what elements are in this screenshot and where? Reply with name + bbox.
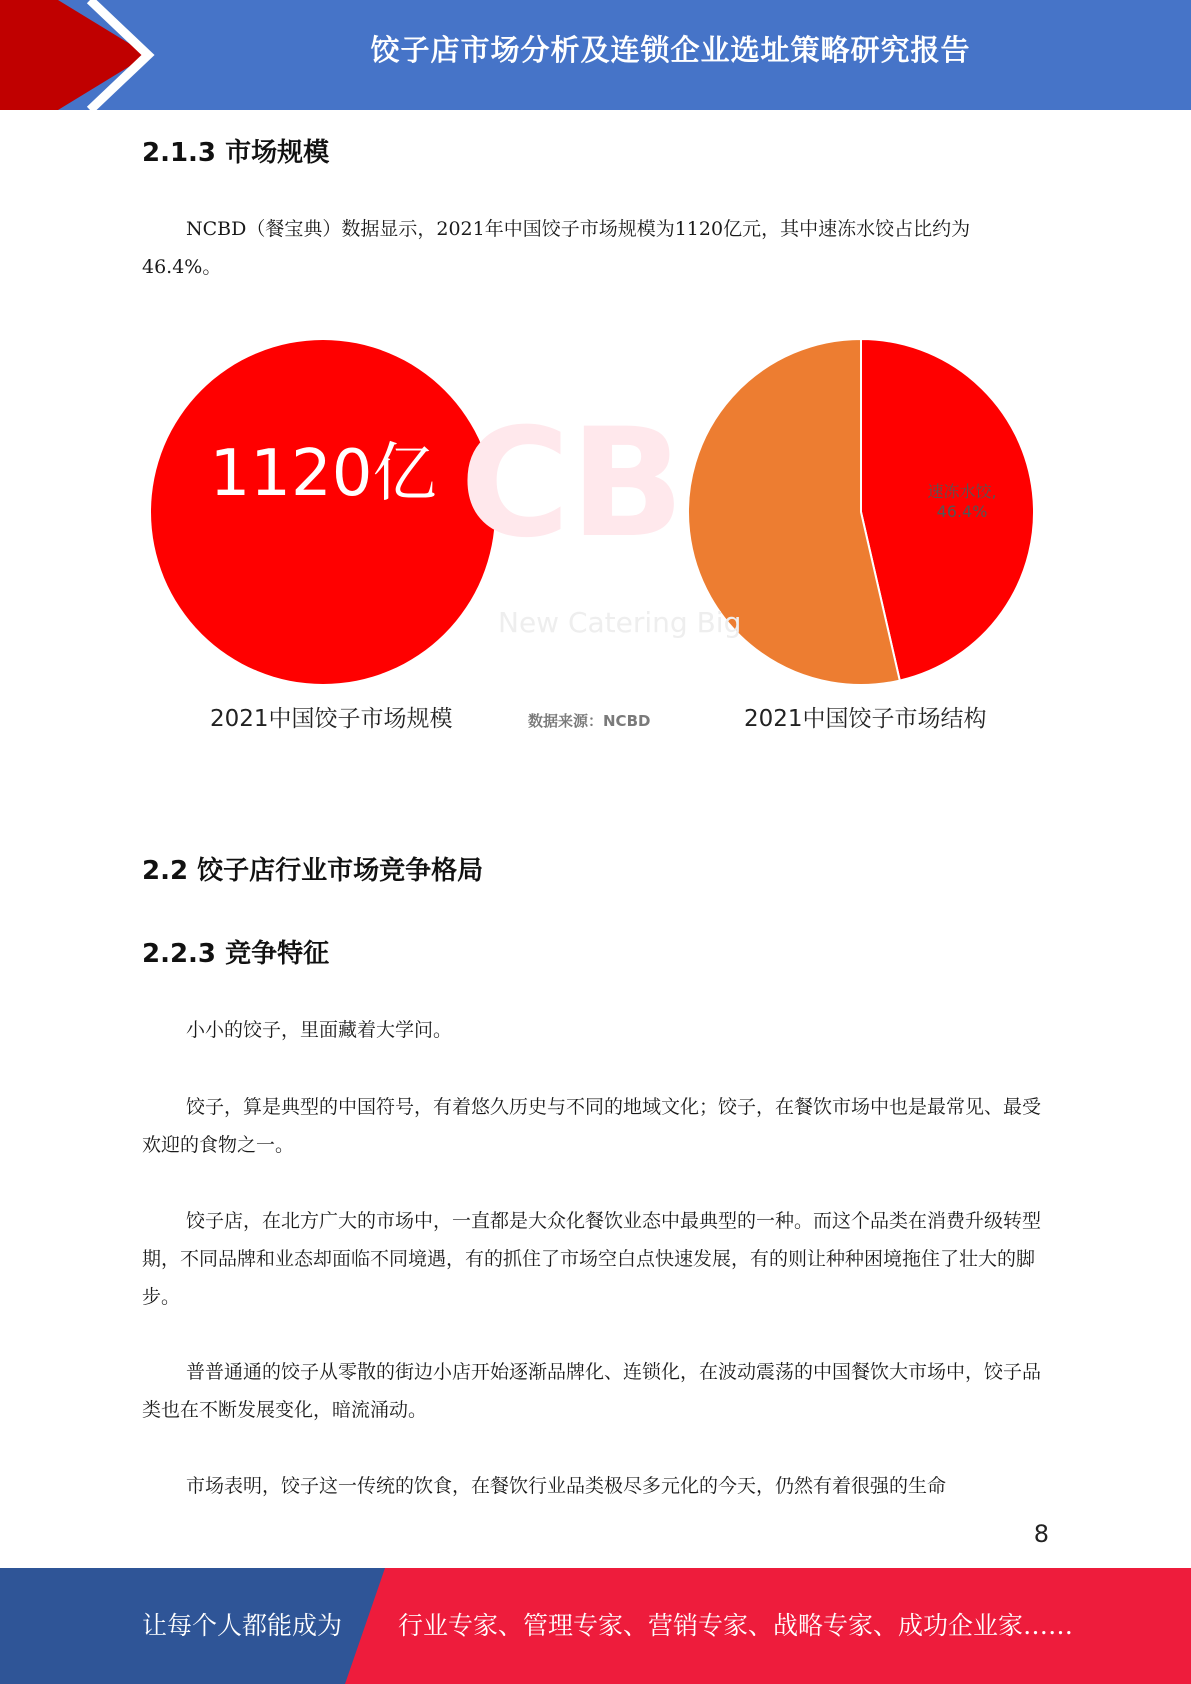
paragraph-4: 普普通通的饺子从零散的街边小店开始逐渐品牌化、连锁化，在波动震荡的中国餐饮大市场中，饺子品类也在不断发展变化，暗流涌动。 xyxy=(142,1361,1042,1421)
section-heading-2-2-3: 2.2.3 竞争特征 xyxy=(142,939,330,969)
market-charts xyxy=(0,300,1191,760)
paragraph-3: 饺子店，在北方广大的市场中，一直都是大众化餐饮业态中最典型的一种。而这个品类在消费升级转型期，不同品牌和业态却面临不同境遇，有的抓住了市场空白点快速发展，有的则让种种困境拖住了壮大的脚步。 xyxy=(142,1210,1042,1308)
chart-title-market-structure: 2021中国饺子市场结构 xyxy=(744,706,987,732)
market-size-value-label: 1120亿 xyxy=(209,437,437,511)
slice-label-percent: 46.4% xyxy=(936,502,988,521)
market-size-pie xyxy=(151,340,495,684)
watermark-ncbd: CB xyxy=(460,397,685,571)
slice-label-name: 速冻水饺, xyxy=(927,482,997,501)
report-title: 饺子店市场分析及连锁企业选址策略研究报告 xyxy=(370,33,971,67)
charts-canvas xyxy=(0,300,1191,760)
section-heading-2-1-3: 2.1.3 市场规模 xyxy=(142,138,330,168)
section-heading-2-2: 2.2 饺子店行业市场竞争格局 xyxy=(142,856,484,886)
paragraph-market-size: NCBD（餐宝典）数据显示，2021年中国饺子市场规模为1120亿元，其中速冻水饺占比约为46.4%。 xyxy=(142,218,971,278)
footer-slogan-left: 让每个人都能成为 xyxy=(142,1611,343,1640)
chart-title-market-size: 2021中国饺子市场规模 xyxy=(210,706,453,732)
page-header xyxy=(0,0,1191,110)
pie-slice-whole xyxy=(151,340,495,684)
paragraph-1: 小小的饺子，里面藏着大学问。 xyxy=(186,1019,453,1041)
page-number: 8 xyxy=(1033,1520,1049,1548)
footer-slogan-right: 行业专家、管理专家、营销专家、战略专家、成功企业家…… xyxy=(398,1611,1074,1640)
paragraph-5: 市场表明，饺子这一传统的饮食，在餐饮行业品类极尽多元化的今天，仍然有着很强的生命 xyxy=(186,1475,947,1497)
data-source: 数据来源：NCBD xyxy=(528,712,651,730)
page-footer xyxy=(0,1568,1191,1684)
watermark-text: New Catering Big xyxy=(498,606,742,639)
paragraph-2: 饺子，算是典型的中国符号，有着悠久历史与不同的地域文化；饺子，在餐饮市场中也是最常见、最受欢迎的食物之一。 xyxy=(142,1096,1042,1156)
